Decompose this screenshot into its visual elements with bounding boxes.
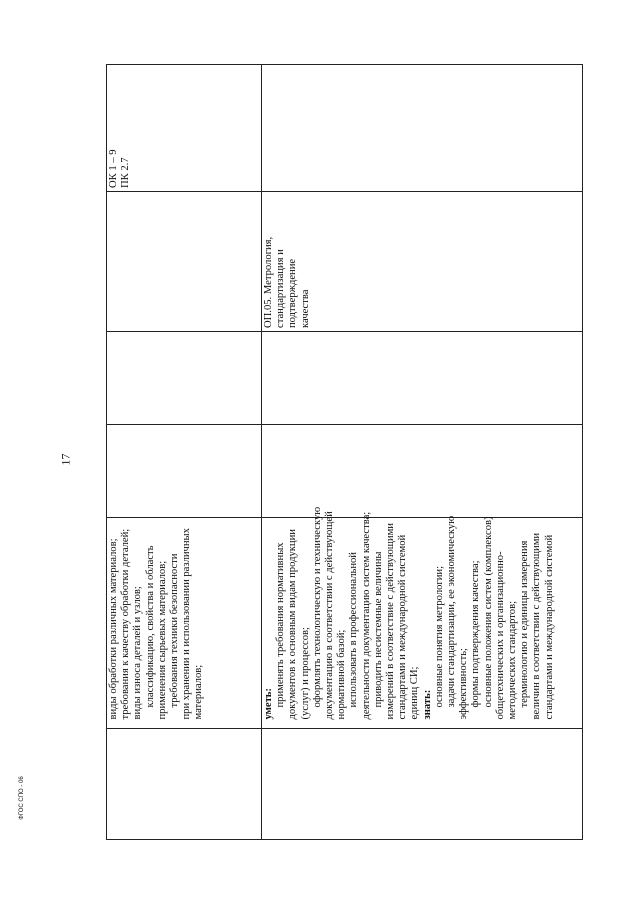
competency-table (106, 64, 583, 840)
text-line: применять требования нормативных (275, 542, 287, 708)
skills-text (263, 506, 556, 720)
text-line: материалов; (193, 664, 205, 720)
text-line: классификацию, свойства и область (144, 545, 156, 708)
text-line: формы подтверждения качества; (470, 560, 482, 708)
text-line: при хранении и использовании различных (181, 528, 193, 720)
text-line: знать: (421, 689, 433, 720)
text-line: измерений в соответствие с действующими (385, 523, 397, 720)
text-line: терминологию и единицы измерения (519, 540, 531, 708)
text-line: уметь: (263, 688, 274, 720)
table-cell-spacer (262, 723, 583, 729)
text-line: требования к качеству обработки деталей; (120, 528, 132, 720)
text-line: приводить несистемные величины (372, 551, 384, 708)
text-line: основные понятия метрологии; (433, 565, 445, 708)
table-cell-index (262, 729, 583, 840)
table-cell-competencies (262, 65, 583, 192)
table-row (262, 65, 583, 840)
text-line: качества (299, 289, 311, 328)
table-cell-empty (107, 425, 262, 518)
text-line: задачи стандартизации, ее экономическую (446, 515, 458, 708)
table-cell-empty (262, 332, 583, 425)
text-line: стандартами и международной системой (543, 534, 555, 720)
text-line: применения сырьевых материалов; (156, 560, 168, 720)
text-line: документацию в соответствии с действующей (324, 511, 336, 720)
table-cell-discipline (107, 192, 262, 332)
text-line: единиц СИ; (409, 666, 421, 720)
text-line: использовать в профессиональной (348, 552, 360, 708)
skills-text (108, 521, 206, 720)
table-cell-spacer (107, 723, 262, 729)
text-line: ОК 1 – 9 (108, 149, 119, 188)
table-cell-skills (262, 506, 583, 723)
text-line: ПК 2.7 (120, 157, 132, 188)
discipline-name (263, 195, 312, 328)
table-cell-empty (262, 425, 583, 518)
competency-codes (108, 68, 132, 188)
table-cell-index (107, 729, 262, 840)
text-line: основные положения систем (комплексов) (482, 516, 494, 708)
text-line: деятельности документацию систем качества; (360, 511, 372, 720)
table-cell-skills (107, 518, 262, 723)
table-cell-empty (107, 332, 262, 425)
text-line: методических стандартов; (507, 600, 519, 720)
text-line: величин в соответствии с действующими (531, 532, 543, 720)
text-line: виды обработки различных материалов; (108, 538, 119, 720)
text-line: общетехнических и организационно- (494, 551, 506, 720)
table-cell-discipline (262, 192, 583, 332)
text-line: подтверждение (287, 258, 299, 328)
text-line: нормативной базой; (336, 629, 348, 720)
page-number: 17 (58, 453, 73, 466)
text-line: эффективность; (458, 648, 470, 720)
text-line: требования техники безопасности (169, 553, 181, 708)
text-line: документов к основным видам продукции (287, 529, 299, 720)
footer-code: ФГОС СПО - 06 (19, 776, 25, 820)
text-line: стандартизация и (275, 249, 287, 328)
table-row (107, 65, 262, 840)
rotated-page (106, 65, 582, 840)
text-line: (услуг) и процессов; (299, 627, 311, 720)
text-line: стандартами и международной системой (397, 534, 409, 720)
text-line: оформлять технологическую и техническую (311, 506, 323, 708)
text-line: ОП.05. Метрология, (263, 236, 274, 328)
table-cell-competencies (107, 65, 262, 192)
text-line: виды износа деталей и узлов; (132, 586, 144, 720)
